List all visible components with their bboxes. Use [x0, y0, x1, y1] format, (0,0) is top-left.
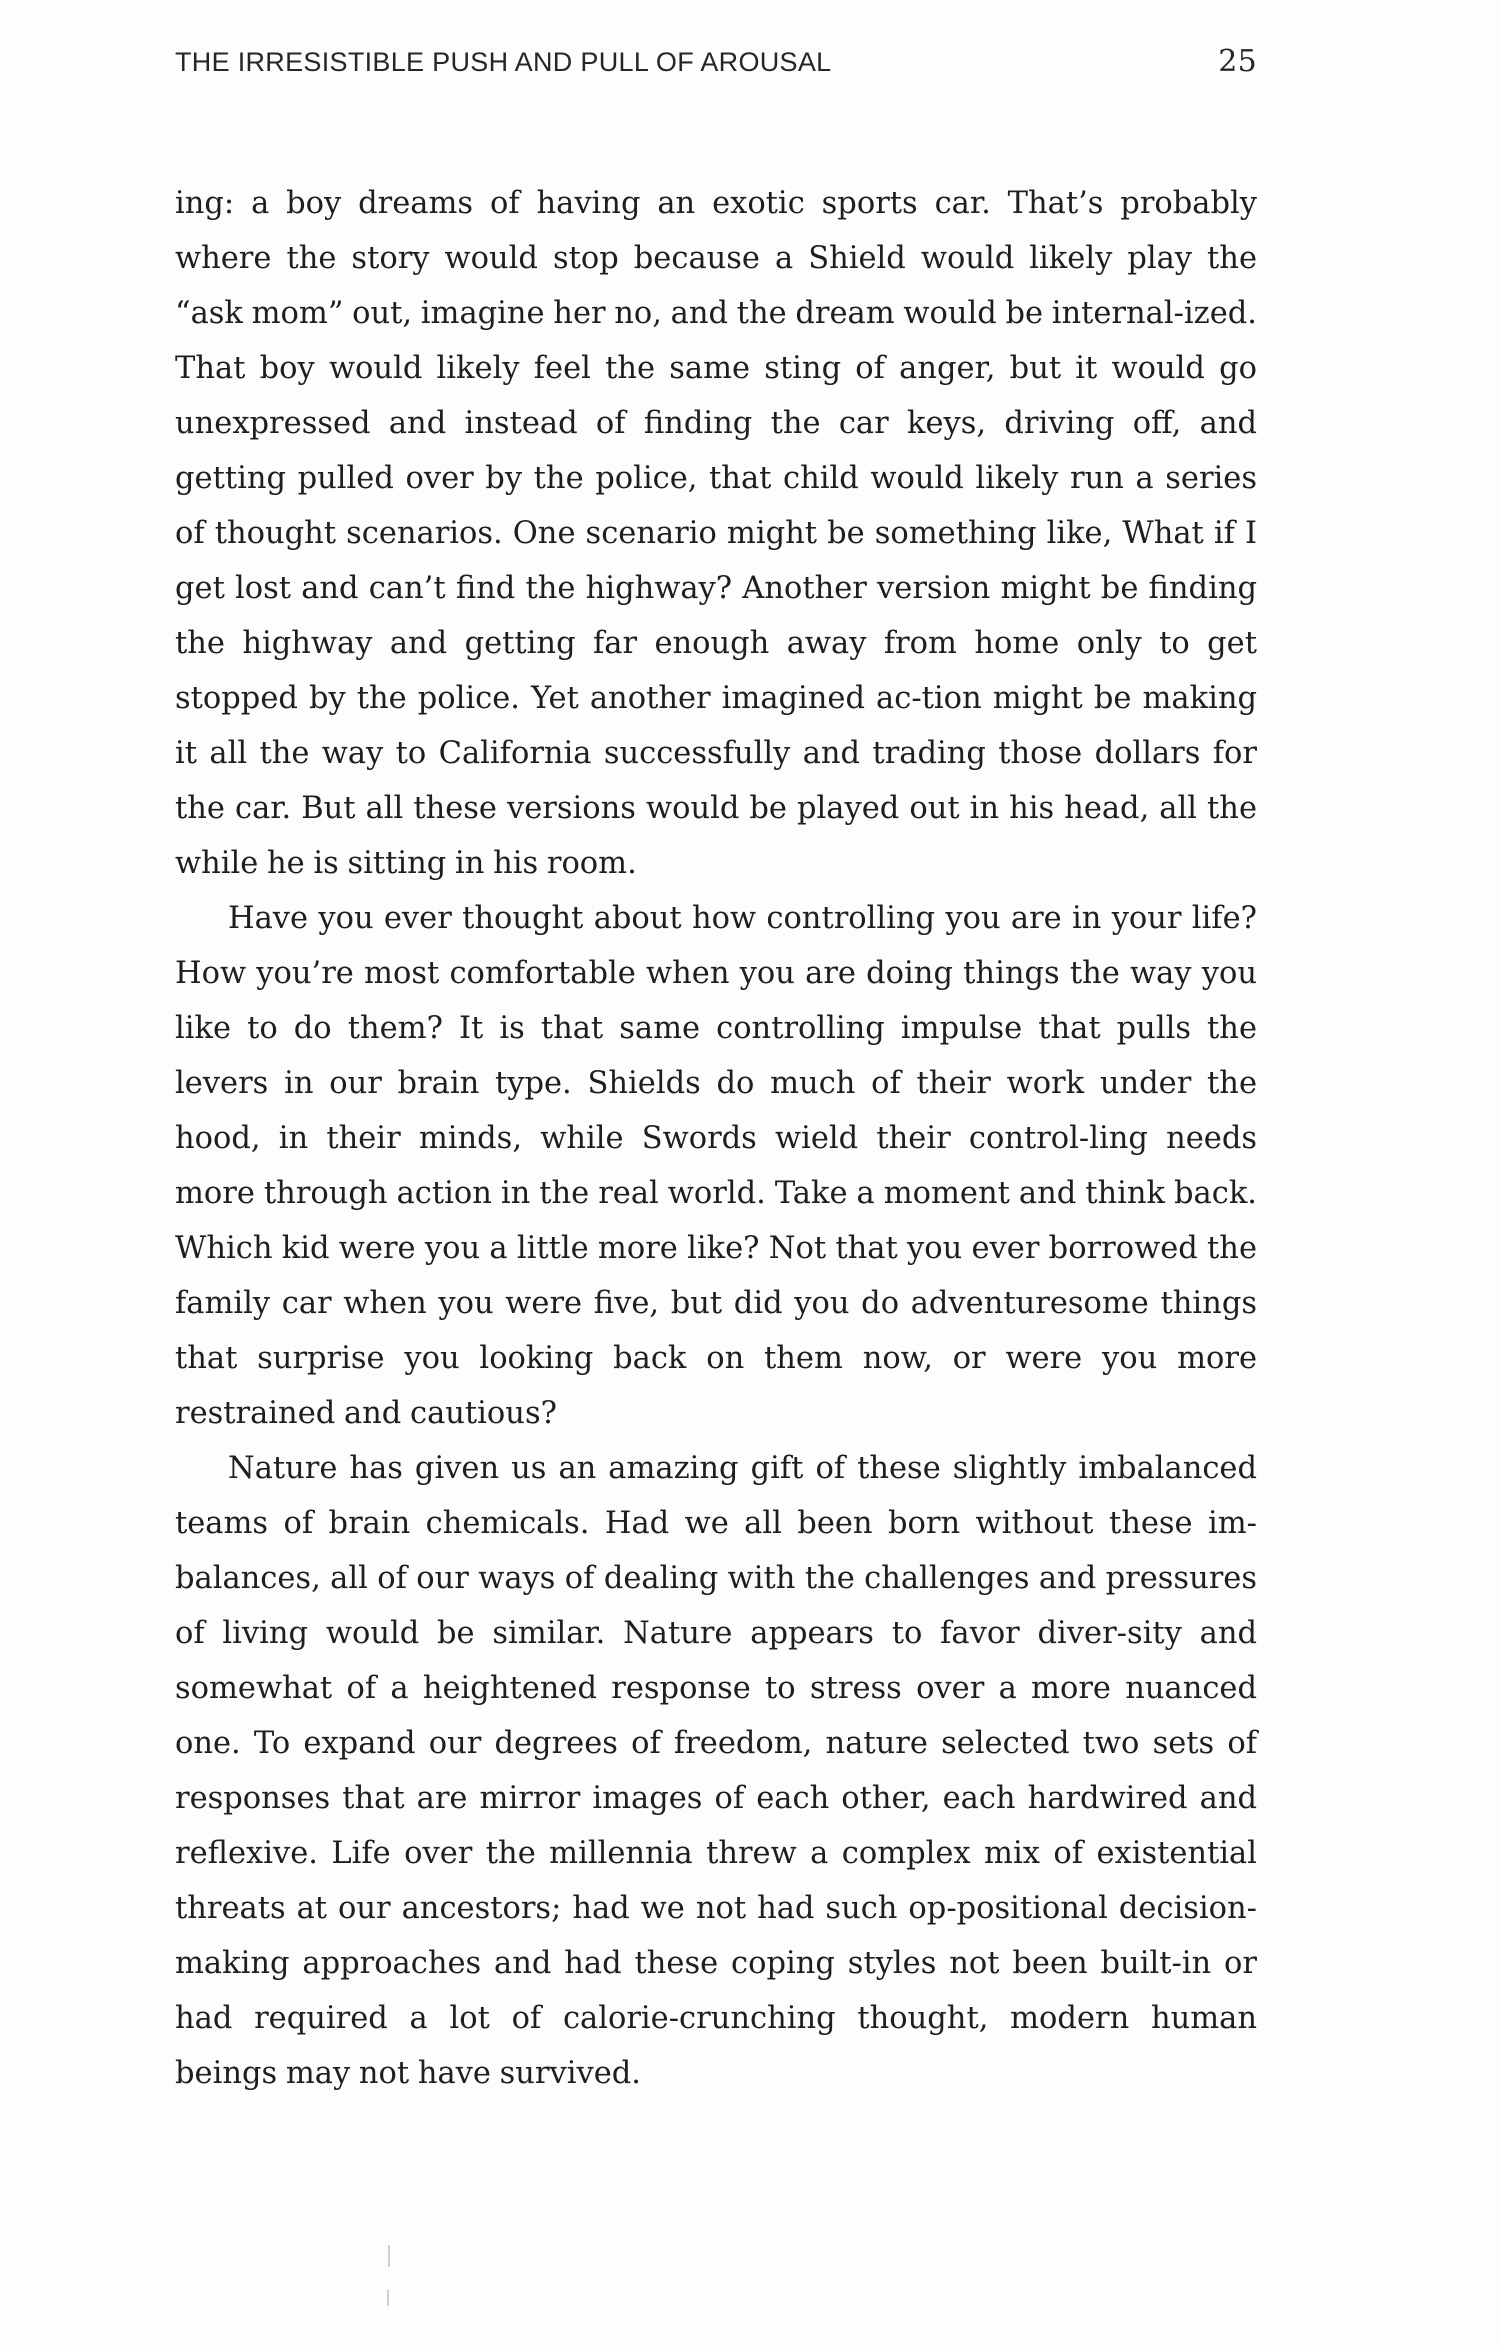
paragraph-1: ing: a boy dreams of having an exotic sports car. That’s probably where the story would stop because a Shield would likely play the “ask mom” out, imagine her no, and the dream would be internal-ized. That boy would likely feel the same sting of anger, but it would go unexpressed and instead of finding the car keys, driving off, and getting pulled over by the police, that child would likely run a series of thought scenarios. One scenario might be something like, What if I get lost and can’t find the highway? Another version might be finding the highway and getting far enough away from home only to get stopped by the police. Yet another imagined ac-tion might be making it all the way to California successfully and trading those dollars for the car. But all these versions would be played out in his head, all the while he is sitting in his room. [175, 186, 1257, 881]
paragraph-3: Nature has given us an amazing gift of these slightly imbalanced teams of brain chemicals. Had we all been born without these im-balances, all of our ways of dealing with the challenges and pressures of living would be similar. Nature appears to favor diver-sity and somewhat of a heightened response to stress over a more nuanced one. To expand our degrees of freedom, nature selected two sets of responses that are mirror images of each other, each hardwired and reflexive. Life over the millennia threw a complex mix of existential threats at our ancestors; had we not had such op-positional decision-making approaches and had these coping styles not been built-in or had required a lot of calorie-crunching thought, modern human beings may not have survived. [175, 1451, 1257, 2091]
running-title: THE IRRESISTIBLE PUSH AND PULL OF AROUSAL [175, 47, 832, 77]
running-head [175, 42, 1257, 82]
page-number: 25 [1218, 44, 1257, 79]
body-text [175, 176, 1257, 2101]
paragraph-2: Have you ever thought about how controlling you are in your life? How you’re most comfortable when you are doing things the way you like to do them? It is that same controlling impulse that pulls the levers in our brain type. Shields do much of their work under the hood, in their minds, while Swords wield their control-ling needs more through action in the real world. Take a moment and think back. Which kid were you a little more like? Not that you ever borrowed the family car when you were five, but did you do adventuresome things that surprise you looking back on them now, or were you more restrained and cautious? [175, 901, 1257, 1431]
scan-artifact-mark [388, 2245, 390, 2267]
scan-artifact-mark [387, 2290, 389, 2306]
